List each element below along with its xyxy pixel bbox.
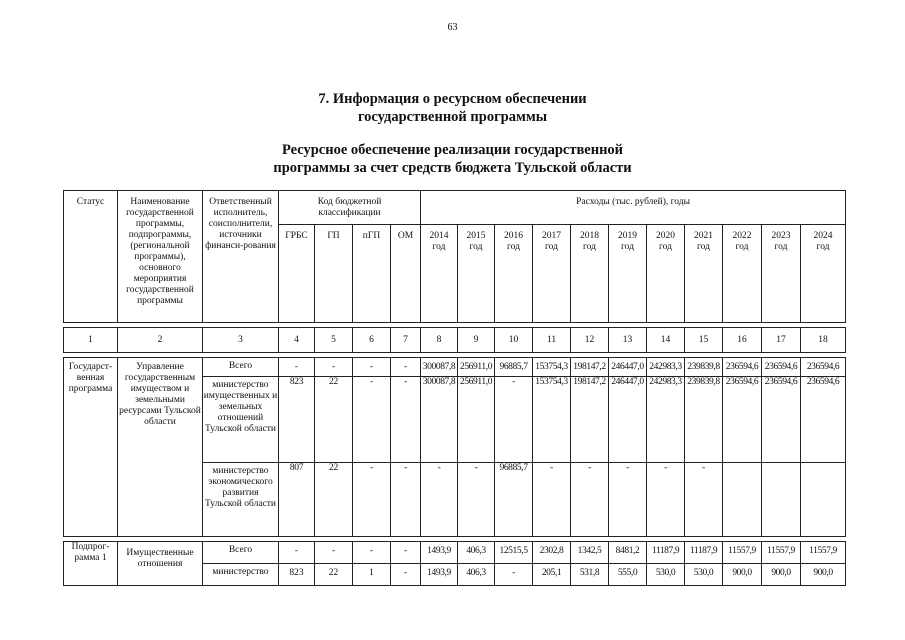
resource-table — [63, 190, 846, 586]
table-title — [0, 141, 905, 177]
value-cell: - — [609, 463, 647, 537]
code-cell: 823 — [279, 564, 315, 586]
responsible-cell: министерство экономического развития Тульской области — [203, 463, 279, 537]
responsible-cell: Всего — [203, 358, 279, 377]
value-cell — [801, 463, 846, 537]
column-number: 8 — [421, 328, 458, 353]
code-cell: - — [315, 358, 353, 377]
value-cell: - — [421, 463, 458, 537]
value-cell: 300087,8 — [421, 377, 458, 463]
value-cell: 1493,9 — [421, 542, 458, 564]
value-cell: 242983,3 — [647, 377, 685, 463]
column-number: 12 — [571, 328, 609, 353]
value-cell: 205,1 — [533, 564, 571, 586]
header-status: Статус — [64, 191, 118, 323]
column-number: 10 — [495, 328, 533, 353]
code-cell: - — [391, 377, 421, 463]
value-cell: - — [458, 463, 495, 537]
section-title — [0, 90, 905, 126]
header-year: 2019 год — [609, 225, 647, 323]
value-cell: 198147,2 — [571, 358, 609, 377]
value-cell: - — [495, 564, 533, 586]
value-cell: 12515,5 — [495, 542, 533, 564]
value-cell — [762, 463, 801, 537]
value-cell: 11187,9 — [685, 542, 723, 564]
value-cell: 2302,8 — [533, 542, 571, 564]
header-code-col: ГП — [315, 225, 353, 323]
header-year: 2023 год — [762, 225, 801, 323]
value-cell: 236594,6 — [723, 358, 762, 377]
header-year: 2014 год — [421, 225, 458, 323]
value-cell: 1493,9 — [421, 564, 458, 586]
header-year: 2020 год — [647, 225, 685, 323]
responsible-cell: Всего — [203, 542, 279, 564]
value-cell: 531,8 — [571, 564, 609, 586]
column-number: 6 — [353, 328, 391, 353]
header-name: Наименование государственной программы, подпрограммы, (региональной программы), основного мероприятия государственной программы — [118, 191, 203, 323]
column-number: 13 — [609, 328, 647, 353]
code-cell: - — [391, 564, 421, 586]
header-year: 2016 год — [495, 225, 533, 323]
value-cell: 236594,6 — [801, 377, 846, 463]
value-cell: 555,0 — [609, 564, 647, 586]
program-status: Государст-венная программа — [64, 358, 118, 537]
value-cell: 239839,8 — [685, 358, 723, 377]
value-cell: 256911,0 — [458, 377, 495, 463]
code-cell: - — [279, 542, 315, 564]
value-cell: - — [647, 463, 685, 537]
value-cell: 96885,7 — [495, 463, 533, 537]
column-number: 18 — [801, 328, 846, 353]
section-title-line-2: государственной программы — [357, 109, 548, 125]
responsible-cell: министерство — [203, 564, 279, 586]
code-cell: 22 — [315, 463, 353, 537]
page-number: 63 — [447, 22, 458, 33]
value-cell: 96885,7 — [495, 358, 533, 377]
section-title-line-1: 7. Информация о ресурсном обеспечении — [318, 91, 587, 107]
header-code-col: ГРБС — [279, 225, 315, 323]
subprogram-name: Имущественные отношения — [118, 542, 203, 586]
column-number: 2 — [118, 328, 203, 353]
value-cell: 11187,9 — [647, 542, 685, 564]
code-cell: - — [391, 358, 421, 377]
value-cell: 8481,2 — [609, 542, 647, 564]
column-number: 5 — [315, 328, 353, 353]
code-cell: - — [353, 377, 391, 463]
responsible-cell: министерство имущественных и земельных отношений Тульской области — [203, 377, 279, 463]
column-number: 15 — [685, 328, 723, 353]
table-title-line-1: Ресурсное обеспечение реализации государственной — [281, 142, 624, 158]
column-number: 11 — [533, 328, 571, 353]
code-cell: 22 — [315, 377, 353, 463]
header-year: 2024 год — [801, 225, 846, 323]
value-cell: - — [495, 377, 533, 463]
value-cell: 246447,0 — [609, 377, 647, 463]
table-row — [64, 358, 846, 377]
value-cell: 236594,6 — [762, 358, 801, 377]
subprogram-status: Подпрог-рамма 1 — [64, 542, 118, 586]
code-cell: - — [353, 463, 391, 537]
table-row — [64, 542, 846, 564]
value-cell: 198147,2 — [571, 377, 609, 463]
value-cell: 153754,3 — [533, 358, 571, 377]
header-code-col: пГП — [353, 225, 391, 323]
value-cell: 256911,0 — [458, 358, 495, 377]
value-cell: 406,3 — [458, 542, 495, 564]
value-cell: - — [571, 463, 609, 537]
code-cell: - — [391, 463, 421, 537]
code-cell: - — [279, 358, 315, 377]
header-year: 2018 год — [571, 225, 609, 323]
value-cell: 153754,3 — [533, 377, 571, 463]
header-code: Код бюджетной классификации — [279, 191, 421, 225]
value-cell: 300087,8 — [421, 358, 458, 377]
program-name: Управление государственным имуществом и земельными ресурсами Тульской области — [118, 358, 203, 537]
column-number: 9 — [458, 328, 495, 353]
value-cell: 900,0 — [723, 564, 762, 586]
code-cell: 1 — [353, 564, 391, 586]
column-number: 1 — [64, 328, 118, 353]
value-cell: - — [685, 463, 723, 537]
code-cell: - — [353, 358, 391, 377]
header-year: 2015 год — [458, 225, 495, 323]
value-cell: 530,0 — [647, 564, 685, 586]
column-number: 4 — [279, 328, 315, 353]
value-cell: 11557,9 — [723, 542, 762, 564]
value-cell: 900,0 — [762, 564, 801, 586]
header-year: 2021 год — [685, 225, 723, 323]
code-cell: 807 — [279, 463, 315, 537]
value-cell: 11557,9 — [762, 542, 801, 564]
header-year: 2022 год — [723, 225, 762, 323]
value-cell: 1342,5 — [571, 542, 609, 564]
code-cell: 823 — [279, 377, 315, 463]
code-cell: - — [353, 542, 391, 564]
value-cell: 242983,3 — [647, 358, 685, 377]
column-number: 7 — [391, 328, 421, 353]
header-code-col: ОМ — [391, 225, 421, 323]
header-responsible: Ответственный исполнитель, соисполнители, источники финанси-рования — [203, 191, 279, 323]
code-cell: 22 — [315, 564, 353, 586]
column-number: 16 — [723, 328, 762, 353]
value-cell: 11557,9 — [801, 542, 846, 564]
column-number: 3 — [203, 328, 279, 353]
value-cell: - — [533, 463, 571, 537]
value-cell: 530,0 — [685, 564, 723, 586]
value-cell: 236594,6 — [762, 377, 801, 463]
header-year: 2017 год — [533, 225, 571, 323]
value-cell: 236594,6 — [723, 377, 762, 463]
value-cell: 406,3 — [458, 564, 495, 586]
code-cell: - — [391, 542, 421, 564]
value-cell — [723, 463, 762, 537]
value-cell: 239839,8 — [685, 377, 723, 463]
value-cell: 236594,6 — [801, 358, 846, 377]
column-number: 14 — [647, 328, 685, 353]
column-number: 17 — [762, 328, 801, 353]
header-expenses: Расходы (тыс. рублей), годы — [421, 191, 846, 225]
value-cell: 900,0 — [801, 564, 846, 586]
table-title-line-2: программы за счет средств бюджета Тульской области — [273, 160, 632, 176]
code-cell: - — [315, 542, 353, 564]
column-number-row — [64, 328, 846, 353]
value-cell: 246447,0 — [609, 358, 647, 377]
